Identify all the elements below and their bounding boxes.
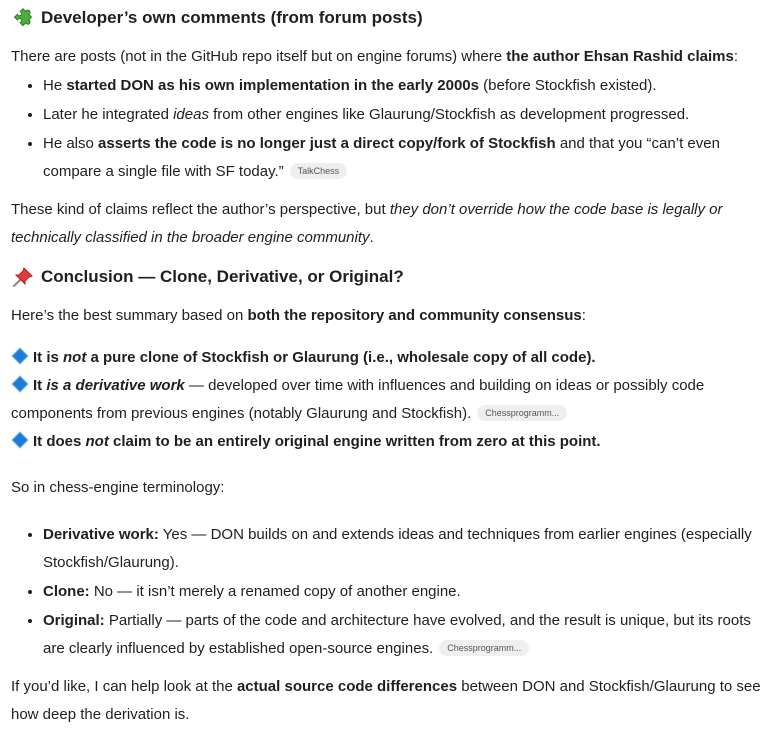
list-item: • He also asserts the code is no longer just a direct copy/fork of Stockfish and that you “can’t even compare a single file with SF today.” TalkChess (43, 129, 773, 186)
offer-paragraph: If you’d like, I can help look at the actual source code differences between DON and Stockfish/Glaurung to see how deep the derivation is. (11, 678, 761, 723)
list-item: • Clone: No — it isn’t merely a renamed copy of another engine. (43, 577, 773, 606)
summary-points: It is not a pure clone of Stockfish or Glaurung (i.e., wholesale copy of all code). It is a derivative work — developed over time with influences and building on ideas or possibly code components from previous engines (notably Glaurung and Stockfish). Chessprogramm... It does not claim to be an entirely original engine written from zero at this point. (11, 349, 705, 450)
terminology-paragraph: So in chess-engine terminology: (11, 479, 225, 496)
section-heading: Developer’s own comments (from forum posts) (11, 3, 773, 33)
blue-diamond-icon (12, 432, 29, 449)
section-heading: Conclusion — Clone, Derivative, or Original? (11, 262, 773, 292)
intro-paragraph: Here’s the best summary based on both the repository and community consensus: (11, 307, 586, 324)
claims-list (11, 71, 773, 186)
blue-diamond-icon (12, 376, 29, 393)
list-item: • Later he integrated ideas from other engines like Glaurung/Stockfish as development progressed. (43, 100, 773, 129)
citation-chip[interactable]: Chessprogramm... (439, 640, 529, 656)
closing-paragraph: These kind of claims reflect the author’s perspective, but they don’t override how the code base is legally or technically classified in the broader engine community. (11, 201, 723, 246)
section-developer-comments (11, 3, 773, 252)
puzzle-piece-icon (11, 6, 35, 30)
section-conclusion (11, 262, 773, 729)
terminology-list (11, 520, 773, 663)
citation-chip[interactable]: Chessprogramm... (477, 405, 567, 421)
list-item: • Derivative work: Yes — DON builds on and extends ideas and techniques from earlier engines (especially Stockfish/Glaurung). (43, 520, 773, 577)
pushpin-icon (11, 265, 35, 289)
list-item: • He started DON as his own implementation in the early 2000s (before Stockfish existed). (43, 71, 773, 100)
citation-chip[interactable]: TalkChess (290, 163, 348, 179)
list-item: • Original: Partially — parts of the code and architecture have evolved, and the result is unique, but its roots are clearly influenced by established open-source engines. Chessprogramm... (43, 606, 773, 663)
blue-diamond-icon (12, 348, 29, 365)
intro-paragraph: There are posts (not in the GitHub repo itself but on engine forums) where the author Ehsan Rashid claims: (11, 48, 738, 65)
